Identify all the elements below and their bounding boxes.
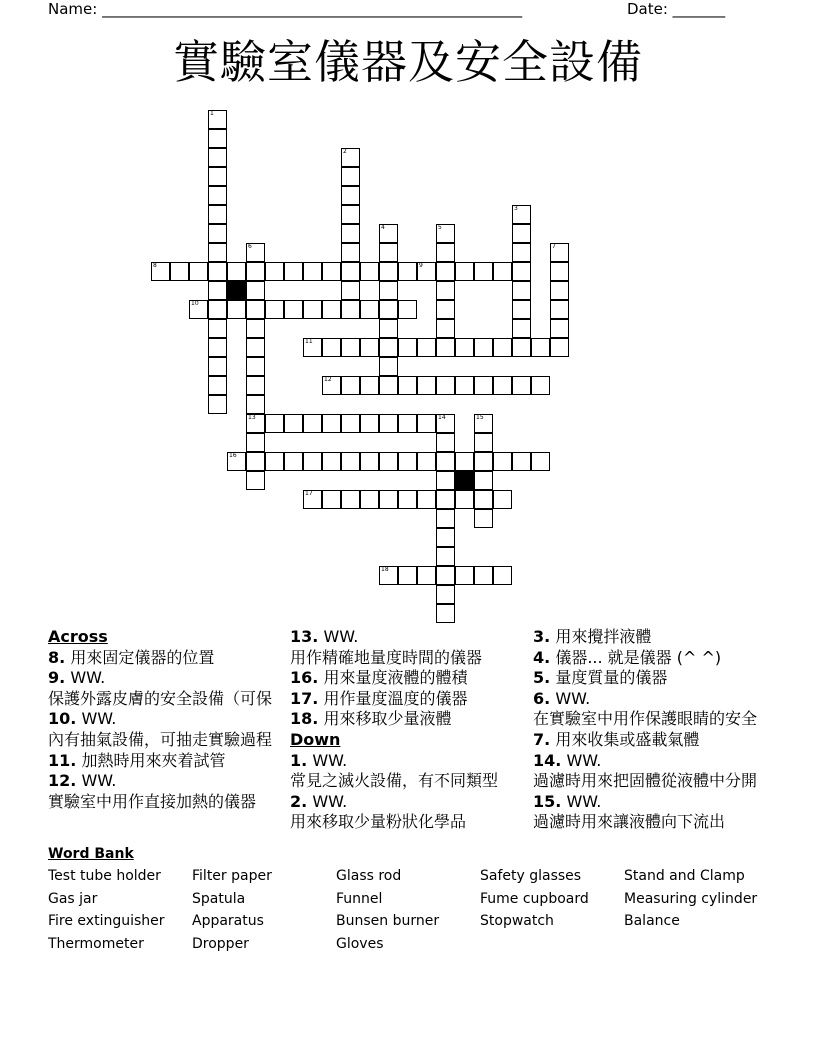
crossword-cell[interactable] xyxy=(474,509,493,528)
date-field[interactable]: Date: _______ xyxy=(627,0,726,18)
clue-number-11: 11 xyxy=(305,338,313,345)
crossword-cell[interactable] xyxy=(246,281,265,300)
crossword-cell[interactable] xyxy=(417,376,436,395)
crossword-cell[interactable] xyxy=(436,490,455,509)
crossword-cell[interactable] xyxy=(379,414,398,433)
crossword-cell[interactable] xyxy=(379,357,398,376)
crossword-cell[interactable] xyxy=(436,509,455,528)
crossword-cell[interactable] xyxy=(436,433,455,452)
crossword-cell[interactable] xyxy=(341,452,360,471)
word-bank-item: Bunsen burner xyxy=(336,913,440,929)
crossword-cell[interactable] xyxy=(531,376,550,395)
clue-number-3: 3 xyxy=(514,205,518,212)
crossword-cell[interactable] xyxy=(360,262,379,281)
word-bank-item: Glass rod xyxy=(336,868,402,884)
crossword-cell[interactable] xyxy=(417,414,436,433)
crossword-cell[interactable] xyxy=(512,262,531,281)
clue-number-7: 7 xyxy=(552,243,556,250)
crossword-cell[interactable] xyxy=(246,319,265,338)
crossword-cell[interactable] xyxy=(436,376,455,395)
crossword-cell[interactable] xyxy=(474,433,493,452)
clue-across-16: 16. 用來量度液體的體積 xyxy=(290,668,468,688)
clue-number-2: 2 xyxy=(343,148,347,155)
crossword-cell[interactable] xyxy=(208,319,227,338)
crossword-cell[interactable] xyxy=(531,452,550,471)
clue-number-1: 1 xyxy=(210,110,214,117)
crossword-cell[interactable] xyxy=(265,300,284,319)
clue-number-14: 14 xyxy=(438,414,446,421)
crossword-cell[interactable] xyxy=(436,452,455,471)
crossword-cell[interactable] xyxy=(246,357,265,376)
word-bank-item: Filter paper xyxy=(192,868,272,884)
crossword-cell[interactable] xyxy=(341,262,360,281)
crossword-cell[interactable] xyxy=(208,186,227,205)
crossword-cell[interactable] xyxy=(360,490,379,509)
clue-across-10: 10. WW. 內有抽氣設備，可抽走實驗過程 xyxy=(48,709,273,749)
clue-down-4: 4. 儀器... 就是儀器 (^ ^) xyxy=(533,647,722,667)
crossword-cell[interactable] xyxy=(493,452,512,471)
clue-number-15: 15 xyxy=(476,414,484,421)
crossword-cell[interactable] xyxy=(227,262,246,281)
crossword-cell[interactable] xyxy=(360,300,379,319)
crossword-cell[interactable] xyxy=(322,300,341,319)
clue-number-12: 12 xyxy=(324,376,332,383)
crossword-cell[interactable] xyxy=(379,376,398,395)
crossword-cell[interactable] xyxy=(436,338,455,357)
crossword-cell[interactable] xyxy=(455,376,474,395)
crossword-cell[interactable] xyxy=(455,566,474,585)
crossword-cell[interactable] xyxy=(436,471,455,490)
crossword-cell[interactable] xyxy=(493,376,512,395)
crossword-cell[interactable] xyxy=(360,338,379,357)
crossword-cell[interactable] xyxy=(379,452,398,471)
word-bank-item: Measuring cylinder xyxy=(624,890,758,907)
crossword-cell[interactable] xyxy=(208,129,227,148)
word-bank-item: Gloves xyxy=(336,935,384,952)
crossword-cell[interactable] xyxy=(246,262,265,281)
crossword-cell[interactable] xyxy=(379,243,398,262)
crossword-cell[interactable] xyxy=(398,338,417,357)
word-bank-item: Fume cupboard xyxy=(480,890,589,907)
crossword-cell[interactable] xyxy=(398,490,417,509)
crossword-cell[interactable] xyxy=(303,262,322,281)
crossword-cell[interactable] xyxy=(512,300,531,319)
crossword-cell[interactable] xyxy=(360,414,379,433)
crossword-cell[interactable] xyxy=(531,338,550,357)
word-bank-item: Apparatus xyxy=(192,913,264,929)
crossword-block xyxy=(455,471,474,490)
crossword-cell[interactable] xyxy=(341,243,360,262)
crossword-cell[interactable] xyxy=(550,281,569,300)
crossword-cell[interactable] xyxy=(246,452,265,471)
crossword-cell[interactable] xyxy=(436,528,455,547)
crossword-cell[interactable] xyxy=(436,604,455,623)
crossword-cell[interactable] xyxy=(493,262,512,281)
crossword-cell[interactable] xyxy=(322,452,341,471)
crossword-cell[interactable] xyxy=(208,148,227,167)
crossword-cell[interactable] xyxy=(341,338,360,357)
crossword-cell[interactable] xyxy=(303,452,322,471)
crossword-cell[interactable] xyxy=(360,376,379,395)
clue-across-11: 11. 加熱時用來夾着試管 xyxy=(48,750,226,770)
crossword-cell[interactable] xyxy=(341,167,360,186)
crossword-cell[interactable] xyxy=(265,452,284,471)
clue-number-6: 6 xyxy=(248,243,252,250)
crossword-cell[interactable] xyxy=(512,243,531,262)
crossword-cell[interactable] xyxy=(398,414,417,433)
crossword-cell[interactable] xyxy=(474,490,493,509)
crossword-cell[interactable] xyxy=(284,414,303,433)
crossword-cell[interactable] xyxy=(398,300,417,319)
crossword-cell[interactable] xyxy=(436,281,455,300)
page-title: 實驗室儀器及安全設備 xyxy=(173,35,643,89)
crossword-cell[interactable] xyxy=(208,262,227,281)
crossword-cell[interactable] xyxy=(417,490,436,509)
clue-number-5: 5 xyxy=(438,224,442,231)
crossword-cell[interactable] xyxy=(512,376,531,395)
word-bank-item: Dropper xyxy=(192,935,249,952)
crossword-cell[interactable] xyxy=(512,281,531,300)
crossword-cell[interactable] xyxy=(512,319,531,338)
crossword-cell[interactable] xyxy=(379,338,398,357)
crossword-cell[interactable] xyxy=(436,585,455,604)
crossword-cell[interactable] xyxy=(474,566,493,585)
clue-number-18: 18 xyxy=(381,566,389,573)
crossword-cell[interactable] xyxy=(493,490,512,509)
crossword-cell[interactable] xyxy=(436,566,455,585)
clue-column-3 xyxy=(533,627,763,833)
crossword-cell[interactable] xyxy=(265,414,284,433)
clue-down-7: 7. 用來收集或盛載氣體 xyxy=(533,729,700,749)
crossword-cell[interactable] xyxy=(265,262,284,281)
crossword-cell[interactable] xyxy=(474,376,493,395)
clue-across-17: 17. 用作量度溫度的儀器 xyxy=(290,688,468,708)
crossword-cell[interactable] xyxy=(208,224,227,243)
crossword-cell[interactable] xyxy=(436,319,455,338)
crossword-cell[interactable] xyxy=(322,414,341,433)
crossword-cell[interactable] xyxy=(512,224,531,243)
crossword-cell[interactable] xyxy=(493,566,512,585)
crossword-cell[interactable] xyxy=(550,300,569,319)
crossword-cell[interactable] xyxy=(246,433,265,452)
crossword-cell[interactable] xyxy=(379,281,398,300)
clue-number-9: 9 xyxy=(419,262,423,269)
word-bank-item: Funnel xyxy=(336,890,383,907)
crossword-cell[interactable] xyxy=(341,414,360,433)
crossword-cell[interactable] xyxy=(208,243,227,262)
crossword-cell[interactable] xyxy=(322,338,341,357)
clue-across-8: 8. 用來固定儀器的位置 xyxy=(48,647,215,667)
crossword-cell[interactable] xyxy=(436,300,455,319)
clue-number-4: 4 xyxy=(381,224,385,231)
crossword-cell[interactable] xyxy=(246,338,265,357)
clue-number-10: 10 xyxy=(191,300,199,307)
word-bank-item: Fire extinguisher xyxy=(48,913,165,929)
word-bank-item: Safety glasses xyxy=(480,868,582,884)
crossword-cell[interactable] xyxy=(417,338,436,357)
clue-across-18: 18. 用來移取少量液體 xyxy=(290,709,452,729)
word-bank-item: Test tube holder xyxy=(48,868,161,884)
crossword-cell[interactable] xyxy=(474,471,493,490)
crossword-cell[interactable] xyxy=(246,395,265,414)
crossword-cell[interactable] xyxy=(322,262,341,281)
crossword-cell[interactable] xyxy=(208,300,227,319)
crossword-cell[interactable] xyxy=(436,262,455,281)
crossword-cell[interactable] xyxy=(246,376,265,395)
word-bank-item: Thermometer xyxy=(48,935,144,952)
crossword-cell[interactable] xyxy=(379,490,398,509)
crossword-cell[interactable] xyxy=(455,262,474,281)
crossword-cell[interactable] xyxy=(341,300,360,319)
clue-across-12: 12. WW. 實驗室中用作直接加熱的儀器 xyxy=(48,771,257,811)
crossword-cell[interactable] xyxy=(398,262,417,281)
clue-down-14: 14. WW. 過濾時用來把固體從液體中分開 xyxy=(533,750,758,791)
crossword-cell[interactable] xyxy=(436,547,455,566)
crossword-cell[interactable] xyxy=(512,338,531,357)
crossword-cell[interactable] xyxy=(208,376,227,395)
crossword-cell[interactable] xyxy=(360,452,379,471)
crossword-cell[interactable] xyxy=(417,566,436,585)
word-bank-item: Gas jar xyxy=(48,890,98,907)
crossword-cell[interactable] xyxy=(341,490,360,509)
word-bank-item: Stand and Clamp xyxy=(624,868,745,884)
crossword-cell[interactable] xyxy=(284,452,303,471)
crossword-cell[interactable] xyxy=(455,338,474,357)
crossword-cell[interactable] xyxy=(208,338,227,357)
clue-number-17: 17 xyxy=(305,490,313,497)
crossword-cell[interactable] xyxy=(455,490,474,509)
name-field[interactable]: Name: ________________________________________________________ xyxy=(48,0,523,18)
crossword-cell[interactable] xyxy=(322,490,341,509)
clue-number-16: 16 xyxy=(229,452,237,459)
word-bank-item: Spatula xyxy=(192,890,246,907)
crossword-cell[interactable] xyxy=(379,262,398,281)
crossword-cell[interactable] xyxy=(246,300,265,319)
down-heading: Down xyxy=(290,729,341,749)
crossword-cell[interactable] xyxy=(341,205,360,224)
crossword-cell[interactable] xyxy=(303,300,322,319)
clue-down-5: 5. 量度質量的儀器 xyxy=(533,668,668,688)
clue-across-9: 9. WW. 保護外露皮膚的安全設備（可保 xyxy=(48,668,273,708)
crossword-cell[interactable] xyxy=(189,262,208,281)
clue-column-1 xyxy=(48,627,288,812)
crossword-cell[interactable] xyxy=(474,262,493,281)
crossword-cell[interactable] xyxy=(208,357,227,376)
clue-number-13: 13 xyxy=(248,414,256,421)
clue-number-8: 8 xyxy=(153,262,157,269)
word-bank xyxy=(48,845,768,952)
clue-down-2: 2. WW. 用來移取少量粉狀化學品 xyxy=(290,791,467,832)
across-heading: Across xyxy=(48,627,108,646)
crossword-cell[interactable] xyxy=(474,338,493,357)
crossword-cell[interactable] xyxy=(341,224,360,243)
word-bank-item: Balance xyxy=(624,913,680,929)
crossword-cell[interactable] xyxy=(493,338,512,357)
word-bank-heading: Word Bank xyxy=(48,846,134,862)
clue-down-1: 1. WW. 常見之滅火設備，有不同類型 xyxy=(290,750,499,791)
crossword-cell[interactable] xyxy=(208,167,227,186)
crossword-cell[interactable] xyxy=(303,414,322,433)
crossword-cell[interactable] xyxy=(398,566,417,585)
clue-down-3: 3. 用來攪拌液體 xyxy=(533,627,652,646)
crossword-cell[interactable] xyxy=(436,243,455,262)
crossword-cell[interactable] xyxy=(246,471,265,490)
crossword-cell[interactable] xyxy=(208,205,227,224)
crossword-cell[interactable] xyxy=(208,395,227,414)
crossword-cell[interactable] xyxy=(208,281,227,300)
crossword-block xyxy=(227,281,246,300)
crossword-cell[interactable] xyxy=(341,376,360,395)
word-bank-item: Stopwatch xyxy=(480,913,554,929)
clue-column-2 xyxy=(290,627,530,833)
crossword-cell[interactable] xyxy=(379,319,398,338)
crossword-cell[interactable] xyxy=(474,452,493,471)
crossword-cell[interactable] xyxy=(379,300,398,319)
clue-down-15: 15. WW. 過濾時用來讓液體向下流出 xyxy=(533,791,726,832)
crossword-cell[interactable] xyxy=(341,186,360,205)
crossword-cell[interactable] xyxy=(284,300,303,319)
crossword-cell[interactable] xyxy=(455,452,474,471)
crossword-cell[interactable] xyxy=(170,262,189,281)
crossword-cell[interactable] xyxy=(550,262,569,281)
crossword-cell[interactable] xyxy=(512,452,531,471)
crossword-cell[interactable] xyxy=(284,262,303,281)
clue-across-13: 13. WW. 用作精確地量度時間的儀器 xyxy=(290,627,483,667)
crossword-cell[interactable] xyxy=(550,319,569,338)
crossword-cell[interactable] xyxy=(398,376,417,395)
crossword-cell[interactable] xyxy=(227,300,246,319)
crossword-cell[interactable] xyxy=(550,338,569,357)
clue-down-6: 6. WW. 在實驗室中用作保護眼睛的安全 xyxy=(533,688,758,729)
crossword-cell[interactable] xyxy=(341,281,360,300)
crossword-cell[interactable] xyxy=(398,452,417,471)
crossword-cell[interactable] xyxy=(417,452,436,471)
